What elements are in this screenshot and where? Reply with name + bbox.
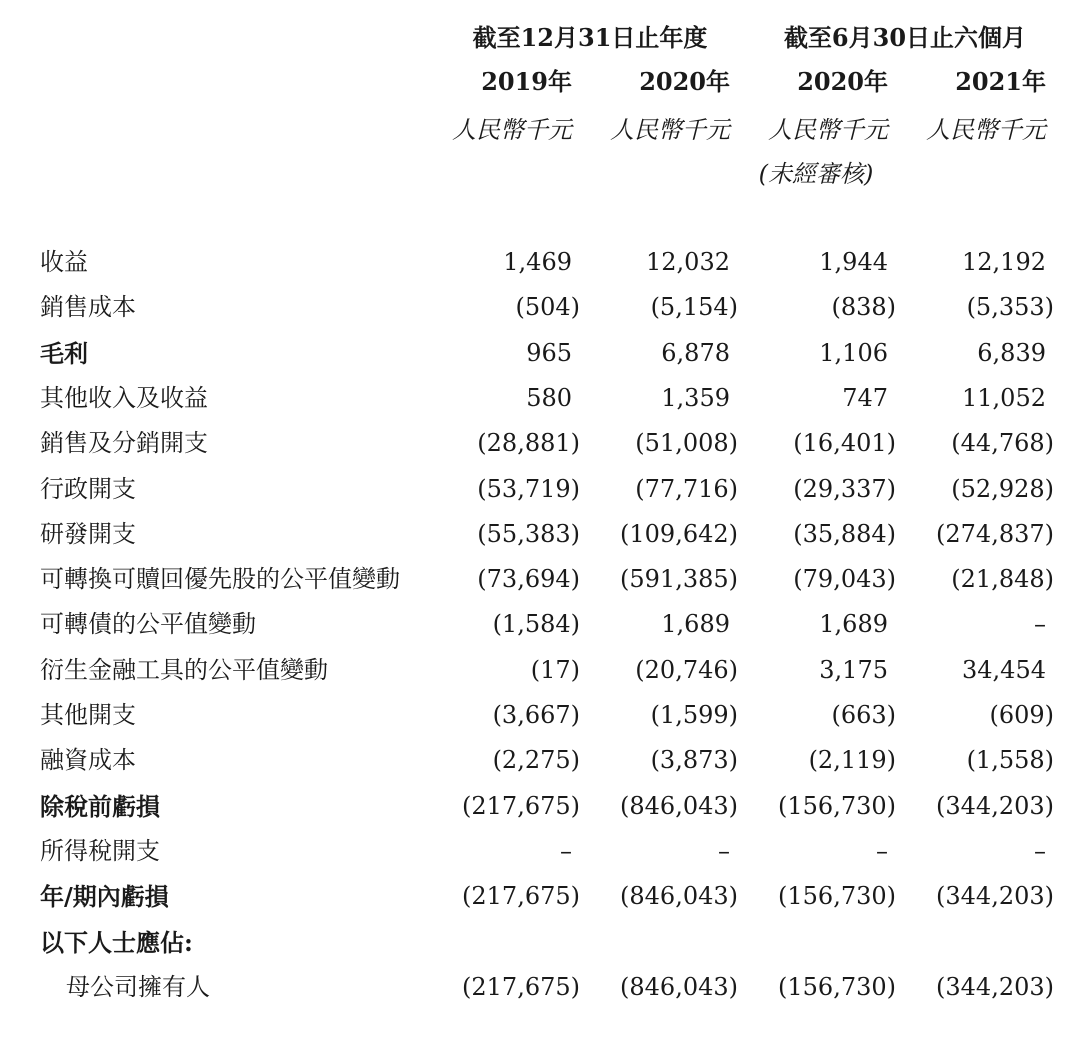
row-value-col-3: (838) — [831, 293, 896, 322]
row-value-col-1: (217,675) — [462, 882, 580, 911]
row-value-col-2: (109,642) — [620, 519, 738, 548]
row-value-col-1: 1,469 — [503, 248, 572, 276]
row-label: 所得稅開支 — [40, 836, 160, 865]
table-row — [0, 557, 1080, 602]
row-label: 可轉換可贖回優先股的公平值變動 — [40, 565, 400, 594]
row-label: 母公司擁有人 — [66, 972, 210, 1001]
row-value-col-1: (1,584) — [492, 610, 580, 639]
table-row — [0, 240, 1080, 285]
row-value-col-4: (5,353) — [966, 293, 1054, 322]
row-value-col-2: (1,599) — [650, 701, 738, 729]
row-label: 年/期內虧損 — [40, 882, 169, 912]
year-heading-1: 2019年 — [481, 67, 572, 96]
row-value-col-1: (3,667) — [492, 701, 580, 729]
row-value-col-2: 1,359 — [661, 383, 730, 412]
row-value-col-3: (663) — [831, 701, 896, 729]
row-value-col-4: 34,454 — [962, 655, 1046, 684]
table-row — [0, 285, 1080, 330]
table-row — [0, 648, 1080, 693]
row-label: 銷售成本 — [40, 293, 136, 322]
row-label: 衍生金融工具的公平值變動 — [40, 655, 328, 684]
row-value-col-4: (609) — [989, 701, 1054, 729]
row-value-col-3: 1,106 — [819, 338, 888, 367]
row-value-col-4: – — [1034, 836, 1046, 865]
row-value-col-1: 965 — [526, 338, 572, 367]
row-value-col-3: (156,730) — [778, 972, 896, 1001]
row-value-col-2: (5,154) — [650, 293, 738, 322]
row-value-col-4: (52,928) — [951, 474, 1054, 503]
row-value-col-1: (55,383) — [477, 519, 580, 548]
table-row — [0, 421, 1080, 466]
row-value-col-1: (28,881) — [477, 429, 580, 458]
year-heading-2: 2020年 — [639, 67, 730, 96]
row-label: 研發開支 — [40, 519, 136, 548]
row-label: 其他開支 — [40, 701, 136, 729]
table-row — [0, 920, 1080, 965]
row-value-col-3: (16,401) — [793, 429, 896, 458]
row-value-col-1: (73,694) — [477, 565, 580, 594]
table-row — [0, 512, 1080, 557]
row-value-col-1: (53,719) — [477, 474, 580, 503]
row-value-col-2: (846,043) — [620, 791, 738, 820]
row-value-col-2: (77,716) — [635, 474, 738, 503]
row-label: 除稅前虧損 — [40, 791, 160, 821]
row-value-col-4: (344,203) — [936, 791, 1054, 820]
table-row — [0, 602, 1080, 647]
row-value-col-2: 1,689 — [661, 610, 730, 639]
period-annual-heading: 截至12月31日止年度 — [472, 23, 708, 52]
row-value-col-1: (2,275) — [492, 746, 580, 775]
row-label: 融資成本 — [40, 746, 136, 775]
row-value-col-1: (217,675) — [462, 791, 580, 820]
unit-heading-3: 人民幣千元 — [768, 116, 888, 144]
table-row — [0, 376, 1080, 421]
row-label: 毛利 — [40, 338, 88, 368]
row-value-col-3: (156,730) — [778, 882, 896, 911]
row-value-col-4: 11,052 — [962, 383, 1046, 412]
table-row — [0, 829, 1080, 874]
table-row — [0, 738, 1080, 783]
table-row — [0, 784, 1080, 829]
row-value-col-4: (44,768) — [951, 429, 1054, 458]
row-value-col-3: 1,689 — [819, 610, 888, 639]
row-value-col-2: 6,878 — [661, 338, 730, 367]
row-value-col-4: (1,558) — [966, 746, 1054, 775]
row-value-col-4: 6,839 — [977, 338, 1046, 367]
unit-heading-1: 人民幣千元 — [452, 116, 572, 144]
row-value-col-3: 1,944 — [819, 248, 888, 276]
row-value-col-1: (17) — [530, 655, 580, 684]
unit-heading-2: 人民幣千元 — [610, 116, 730, 144]
year-heading-3: 2020年 — [797, 67, 888, 96]
table-row — [0, 874, 1080, 919]
row-value-col-2: (20,746) — [635, 655, 738, 684]
row-value-col-2: (591,385) — [620, 565, 738, 594]
row-value-col-4: (274,837) — [936, 519, 1054, 548]
row-value-col-1: 580 — [526, 383, 572, 412]
row-value-col-2: (3,873) — [650, 746, 738, 775]
row-value-col-1: – — [560, 836, 572, 865]
row-label: 以下人士應佔: — [40, 927, 193, 957]
row-value-col-3: – — [876, 836, 888, 865]
table-row — [0, 965, 1080, 1010]
row-value-col-1: (217,675) — [462, 972, 580, 1001]
unaudited-note: (未經審核) — [758, 160, 874, 188]
row-value-col-3: 747 — [842, 383, 888, 412]
row-value-col-4: – — [1034, 610, 1046, 639]
row-value-col-3: (35,884) — [793, 519, 896, 548]
row-value-col-1: (504) — [515, 293, 580, 322]
table-row — [0, 331, 1080, 376]
row-label: 可轉債的公平值變動 — [40, 610, 256, 639]
row-value-col-2: (51,008) — [635, 429, 738, 458]
row-value-col-2: 12,032 — [646, 248, 730, 276]
row-value-col-4: (344,203) — [936, 882, 1054, 911]
row-value-col-3: (29,337) — [793, 474, 896, 503]
table-row — [0, 693, 1080, 738]
row-value-col-3: (156,730) — [778, 791, 896, 820]
row-value-col-3: (79,043) — [793, 565, 896, 594]
row-value-col-2: – — [718, 836, 730, 865]
row-value-col-4: (21,848) — [951, 565, 1054, 594]
row-value-col-2: (846,043) — [620, 972, 738, 1001]
row-value-col-4: 12,192 — [962, 248, 1046, 276]
unit-heading-4: 人民幣千元 — [926, 116, 1046, 144]
row-value-col-3: (2,119) — [808, 746, 896, 775]
table-row — [0, 467, 1080, 512]
row-label: 銷售及分銷開支 — [40, 429, 208, 458]
row-value-col-2: (846,043) — [620, 882, 738, 911]
row-label: 行政開支 — [40, 474, 136, 503]
row-value-col-3: 3,175 — [819, 655, 888, 684]
period-interim-heading: 截至6月30日止六個月 — [783, 23, 1027, 52]
row-label: 其他收入及收益 — [40, 383, 208, 412]
row-label: 收益 — [40, 248, 88, 276]
row-value-col-4: (344,203) — [936, 972, 1054, 1001]
year-heading-4: 2021年 — [955, 67, 1046, 96]
